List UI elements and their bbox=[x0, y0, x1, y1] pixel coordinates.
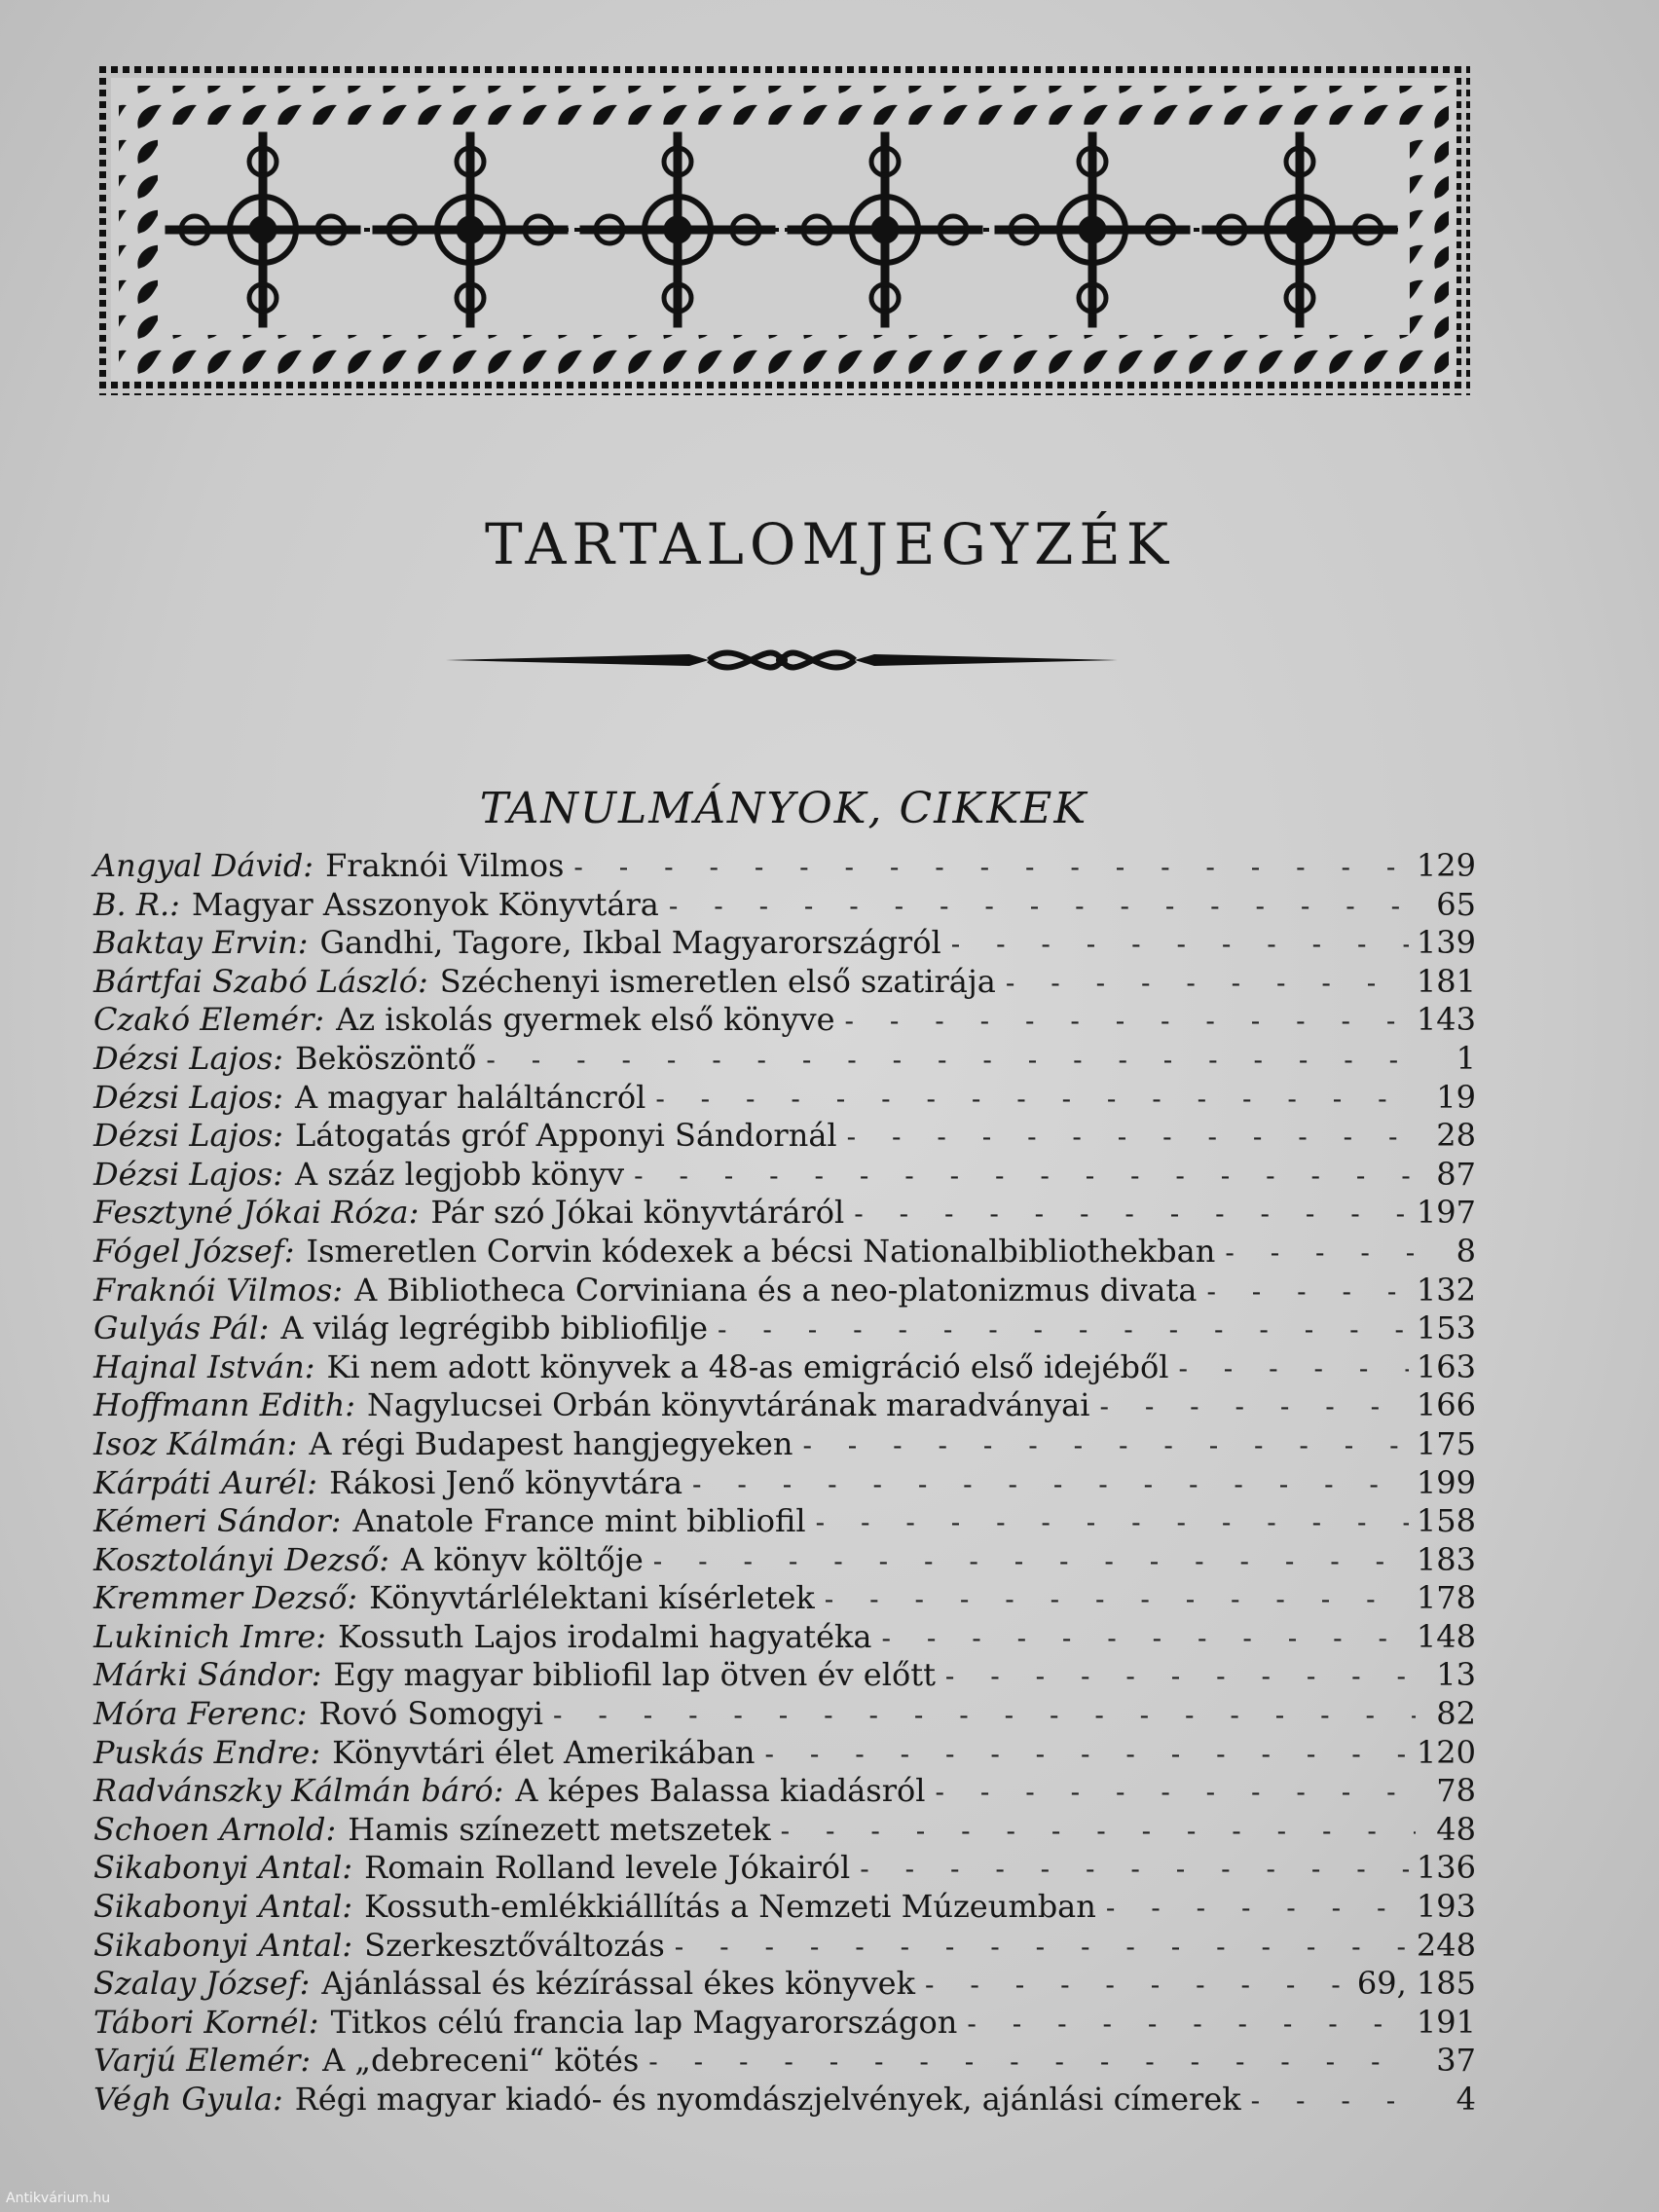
toc-entry bbox=[93, 1541, 1476, 1580]
toc-page-number: 148 bbox=[1416, 1617, 1476, 1655]
toc-author: Sikabonyi Antal bbox=[93, 1849, 343, 1887]
toc-separator: : bbox=[273, 1039, 283, 1077]
toc-author: Gulyás Pál bbox=[93, 1309, 259, 1347]
toc-dot-leader bbox=[925, 1966, 1349, 2005]
toc-entry bbox=[93, 1117, 1476, 1156]
toc-entry bbox=[93, 1040, 1476, 1079]
toc-article-title: Könyvtárlélektani kísérletek bbox=[369, 1579, 815, 1617]
toc-author: Hoffmann Edith bbox=[93, 1386, 346, 1424]
toc-page-number: 65 bbox=[1436, 885, 1476, 923]
toc-separator: : bbox=[310, 1733, 321, 1771]
toc-article-title: Magyar Asszonyok Könyvtára bbox=[191, 885, 659, 923]
toc-author: Isoz Kálmán bbox=[93, 1424, 287, 1462]
toc-page-number: 129 bbox=[1416, 847, 1476, 884]
toc-page-number: 19 bbox=[1436, 1078, 1476, 1116]
toc-article-title: A képes Balassa kiadásról bbox=[515, 1772, 926, 1810]
toc-author: Kremmer Dezső bbox=[93, 1579, 348, 1617]
toc-separator: : bbox=[417, 962, 428, 1000]
toc-author: Móra Ferenc bbox=[93, 1695, 297, 1733]
toc-article-title: Könyvtári élet Amerikában bbox=[332, 1733, 756, 1771]
toc-separator: : bbox=[273, 1155, 283, 1193]
toc-author: Angyal Dávid bbox=[93, 847, 304, 884]
toc-article-title: Ajánlással és kézírással ékes könyvek bbox=[321, 1965, 915, 2003]
toc-page-number: 163 bbox=[1416, 1347, 1476, 1385]
toc-author: Dézsi Lajos bbox=[93, 1078, 274, 1116]
toc-article-title: A magyar haláltáncról bbox=[295, 1078, 646, 1116]
toc-separator: : bbox=[315, 1617, 327, 1655]
toc-page-number: 13 bbox=[1436, 1656, 1476, 1694]
toc-author: Varjú Elemér bbox=[93, 2042, 301, 2080]
toc-entry bbox=[93, 1888, 1476, 1927]
toc-article-title: Ismeretlen Corvin kódexek a bécsi Nationalbibliothekban bbox=[306, 1232, 1216, 1270]
toc-dot-leader bbox=[945, 1657, 1416, 1696]
toc-author: Baktay Ervin bbox=[93, 924, 298, 962]
watermark: Antikvárium.hu bbox=[6, 2191, 111, 2206]
toc-separator: : bbox=[347, 1579, 358, 1617]
toc-author: Szalay József bbox=[93, 1965, 300, 2003]
toc-separator: : bbox=[342, 1849, 353, 1887]
toc-article-title: Rovó Somogyi bbox=[318, 1695, 543, 1733]
toc-page-number: 178 bbox=[1416, 1579, 1476, 1617]
toc-article-title: Beköszöntő bbox=[295, 1039, 477, 1077]
toc-dot-leader bbox=[951, 925, 1409, 964]
toc-separator: : bbox=[286, 1424, 298, 1462]
toc-author: Schoen Arnold bbox=[93, 1810, 326, 1848]
toc-dot-leader bbox=[486, 1041, 1416, 1080]
toc-article-title: Gandhi, Tagore, Ikbal Magyarországról bbox=[319, 924, 941, 962]
page-title: TARTALOMJEGYZÉK bbox=[484, 511, 1175, 577]
toc-entry bbox=[93, 1156, 1476, 1195]
toc-dot-leader bbox=[881, 1619, 1408, 1658]
toc-entry bbox=[93, 2004, 1476, 2043]
ornamental-header-border bbox=[97, 64, 1470, 395]
toc-article-title: A „debreceni“ kötés bbox=[322, 2042, 640, 2080]
toc-entry bbox=[93, 2042, 1476, 2081]
toc-article-title: Szerkesztőváltozás bbox=[364, 1926, 665, 1964]
toc-author: Bártfai Szabó László bbox=[93, 962, 418, 1000]
toc-author: Radvánszky Kálmán báró bbox=[93, 1772, 494, 1810]
toc-page-number: 199 bbox=[1416, 1463, 1476, 1501]
toc-article-title: Kossuth Lajos irodalmi hagyatéka bbox=[338, 1617, 872, 1655]
toc-article-title: A Bibliotheca Corviniana és a neo-platonizmus divata bbox=[354, 1271, 1198, 1309]
toc-page-number: 69, 185 bbox=[1356, 1965, 1476, 2003]
toc-dot-leader bbox=[573, 848, 1409, 887]
toc-article-title: A könyv költője bbox=[401, 1540, 644, 1578]
toc-page-number: 37 bbox=[1436, 2042, 1476, 2080]
toc-separator: : bbox=[311, 1656, 322, 1694]
toc-article-title: Titkos célú francia lap Magyarországon bbox=[330, 2003, 958, 2041]
toc-entry bbox=[93, 1079, 1476, 1118]
toc-author: Végh Gyula bbox=[93, 2081, 273, 2118]
toc-entry bbox=[93, 1386, 1476, 1425]
toc-page-number: 197 bbox=[1416, 1194, 1476, 1232]
toc-separator: : bbox=[272, 2081, 283, 2118]
toc-page-number: 166 bbox=[1416, 1386, 1476, 1424]
toc-entry bbox=[93, 886, 1476, 925]
section-heading: TANULMÁNYOK, CIKKEK bbox=[479, 784, 1088, 833]
toc-dot-leader bbox=[1225, 1234, 1416, 1272]
toc-author: Kosztolányi Dezső bbox=[93, 1540, 380, 1578]
toc-dot-leader bbox=[1251, 2082, 1416, 2120]
toc-separator: : bbox=[303, 847, 314, 884]
toc-separator: : bbox=[304, 1347, 315, 1385]
toc-dot-leader bbox=[936, 1773, 1416, 1812]
toc-entry bbox=[93, 1772, 1476, 1811]
toc-entry bbox=[93, 1734, 1476, 1773]
toc-entry bbox=[93, 1618, 1476, 1657]
toc-dot-leader bbox=[553, 1696, 1416, 1735]
toc-article-title: A világ legrégibb bibliofilje bbox=[280, 1309, 709, 1347]
toc-separator: : bbox=[342, 1926, 353, 1964]
toc-page-number: 136 bbox=[1416, 1849, 1476, 1887]
toc-dot-leader bbox=[634, 1157, 1416, 1196]
toc-article-title: Pár szó Jókai könyvtáráról bbox=[430, 1194, 845, 1232]
toc-dot-leader bbox=[675, 1928, 1409, 1967]
toc-dot-leader bbox=[1006, 964, 1409, 1003]
toc-page-number: 181 bbox=[1416, 962, 1476, 1000]
toc-separator: : bbox=[308, 2003, 319, 2041]
toc-dot-leader bbox=[718, 1310, 1409, 1349]
toc-separator: : bbox=[296, 1695, 308, 1733]
toc-article-title: Romain Rolland levele Jókairól bbox=[364, 1849, 851, 1887]
toc-entry bbox=[93, 1579, 1476, 1618]
toc-dot-leader bbox=[765, 1735, 1409, 1774]
toc-entry bbox=[93, 1849, 1476, 1888]
toc-dot-leader bbox=[967, 2005, 1409, 2044]
toc-author: Hajnal István bbox=[93, 1347, 305, 1385]
toc-separator: : bbox=[273, 1117, 283, 1155]
toc-page-number: 158 bbox=[1416, 1502, 1476, 1540]
toc-separator: : bbox=[408, 1194, 420, 1232]
toc-dot-leader bbox=[1099, 1387, 1408, 1426]
toc-article-title: Anatole France mint bibliofil bbox=[352, 1502, 806, 1540]
toc-entry bbox=[93, 1502, 1476, 1541]
toc-dot-leader bbox=[825, 1580, 1409, 1619]
toc-dot-leader bbox=[648, 2043, 1416, 2082]
toc-author: Dézsi Lajos bbox=[93, 1117, 274, 1155]
toc-entry bbox=[93, 1656, 1476, 1695]
toc-article-title: Régi magyar kiadó- és nyomdászjelvények, ajánlási címerek bbox=[294, 2081, 1241, 2118]
toc-page-number: 8 bbox=[1456, 1232, 1476, 1270]
toc-article-title: Látogatás gróf Apponyi Sándornál bbox=[295, 1117, 837, 1155]
toc-page-number: 248 bbox=[1416, 1926, 1476, 1964]
toc-dot-leader bbox=[816, 1503, 1409, 1542]
toc-page-number: 175 bbox=[1416, 1424, 1476, 1462]
toc-separator: : bbox=[330, 1502, 342, 1540]
toc-separator: : bbox=[273, 1078, 283, 1116]
toc-separator: : bbox=[332, 1271, 344, 1309]
toc-entry bbox=[93, 1811, 1476, 1850]
toc-article-title: Rákosi Jenő könyvtára bbox=[329, 1463, 683, 1501]
toc-dot-leader bbox=[655, 1080, 1416, 1119]
toc-dot-leader bbox=[860, 1850, 1409, 1889]
toc-separator: : bbox=[313, 1001, 325, 1039]
toc-page-number: 48 bbox=[1436, 1810, 1476, 1848]
toc-entry bbox=[93, 1965, 1476, 2004]
toc-dot-leader bbox=[802, 1426, 1408, 1465]
toc-article-title: A régi Budapest hangjegyeken bbox=[309, 1424, 793, 1462]
toc-page-number: 78 bbox=[1436, 1772, 1476, 1810]
toc-dot-leader bbox=[692, 1465, 1409, 1504]
toc-article-title: Fraknói Vilmos bbox=[325, 847, 565, 884]
toc-separator: : bbox=[169, 885, 180, 923]
toc-author: Kémeri Sándor bbox=[93, 1502, 331, 1540]
toc-page-number: 28 bbox=[1436, 1117, 1476, 1155]
toc-entry bbox=[93, 1927, 1476, 1966]
toc-page-number: 87 bbox=[1436, 1155, 1476, 1193]
toc-article-title: Ki nem adott könyvek a 48-as emigráció első idejéből bbox=[326, 1347, 1169, 1385]
toc-author: Fraknói Vilmos bbox=[93, 1271, 333, 1309]
toc-page-number: 191 bbox=[1416, 2003, 1476, 2041]
toc-article-title: Hamis színezett metszetek bbox=[348, 1810, 771, 1848]
toc-entry bbox=[93, 1272, 1476, 1310]
toc-page-number: 139 bbox=[1416, 924, 1476, 962]
toc-author: Márki Sándor bbox=[93, 1656, 312, 1694]
toc-article-title: Nagylucsei Orbán könyvtárának maradványai bbox=[366, 1386, 1090, 1424]
toc-author: Puskás Endre bbox=[93, 1733, 311, 1771]
title-divider-ornament bbox=[446, 631, 1118, 689]
toc-author: Dézsi Lajos bbox=[93, 1155, 274, 1193]
toc-separator: : bbox=[299, 1965, 311, 2003]
toc-author: Tábori Kornél bbox=[93, 2003, 309, 2041]
toc-dot-leader bbox=[669, 887, 1416, 926]
toc-entry bbox=[93, 1425, 1476, 1464]
toc-page-number: 193 bbox=[1416, 1888, 1476, 1926]
table-of-contents bbox=[93, 847, 1476, 2120]
toc-entry bbox=[93, 1001, 1476, 1040]
toc-page-number: 1 bbox=[1456, 1039, 1476, 1077]
toc-separator: : bbox=[325, 1810, 337, 1848]
toc-dot-leader bbox=[781, 1812, 1416, 1851]
toc-entry bbox=[93, 1348, 1476, 1387]
toc-separator: : bbox=[342, 1888, 353, 1926]
toc-dot-leader bbox=[1178, 1349, 1408, 1388]
toc-article-title: Kossuth-emlékkiállítás a Nemzeti Múzeumban bbox=[364, 1888, 1096, 1926]
toc-author: Czakó Elemér bbox=[93, 1001, 314, 1039]
toc-separator: : bbox=[307, 1463, 318, 1501]
toc-dot-leader bbox=[1206, 1272, 1408, 1311]
toc-article-title: Egy magyar bibliofil lap ötven év előtt bbox=[333, 1656, 936, 1694]
toc-page-number: 132 bbox=[1416, 1271, 1476, 1309]
toc-entry bbox=[93, 963, 1476, 1002]
toc-entry bbox=[93, 1464, 1476, 1503]
toc-dot-leader bbox=[854, 1195, 1409, 1234]
toc-dot-leader bbox=[845, 1002, 1409, 1041]
toc-dot-leader bbox=[847, 1118, 1416, 1157]
toc-separator: : bbox=[283, 1232, 295, 1270]
toc-author: Lukinich Imre bbox=[93, 1617, 316, 1655]
toc-separator: : bbox=[297, 924, 309, 962]
toc-entry bbox=[93, 1309, 1476, 1348]
toc-entry bbox=[93, 847, 1476, 886]
toc-entry bbox=[93, 1695, 1476, 1734]
toc-author: Fesztyné Jókai Róza bbox=[93, 1194, 409, 1232]
toc-separator: : bbox=[345, 1386, 355, 1424]
toc-author: B. R. bbox=[93, 885, 170, 923]
toc-author: Fógel József bbox=[93, 1232, 284, 1270]
toc-page-number: 183 bbox=[1416, 1540, 1476, 1578]
toc-separator: : bbox=[300, 2042, 312, 2080]
toc-page-number: 82 bbox=[1436, 1695, 1476, 1733]
toc-author: Sikabonyi Antal bbox=[93, 1888, 343, 1926]
toc-separator: : bbox=[493, 1772, 504, 1810]
toc-entry bbox=[93, 1233, 1476, 1272]
toc-separator: : bbox=[258, 1309, 270, 1347]
toc-page-number: 143 bbox=[1416, 1001, 1476, 1039]
toc-page-number: 4 bbox=[1456, 2081, 1476, 2118]
toc-entry bbox=[93, 2081, 1476, 2120]
toc-dot-leader bbox=[1106, 1889, 1409, 1928]
toc-separator: : bbox=[379, 1540, 390, 1578]
toc-page-number: 120 bbox=[1416, 1733, 1476, 1771]
toc-article-title: Az iskolás gyermek első könyve bbox=[336, 1001, 835, 1039]
toc-article-title: A száz legjobb könyv bbox=[295, 1155, 625, 1193]
toc-author: Sikabonyi Antal bbox=[93, 1926, 343, 1964]
toc-author: Kárpáti Aurél bbox=[93, 1463, 308, 1501]
toc-page-number: 153 bbox=[1416, 1309, 1476, 1347]
toc-author: Dézsi Lajos bbox=[93, 1039, 274, 1077]
toc-entry bbox=[93, 924, 1476, 963]
toc-article-title: Széchenyi ismeretlen első szatirája bbox=[439, 962, 996, 1000]
toc-dot-leader bbox=[653, 1542, 1409, 1581]
toc-entry bbox=[93, 1194, 1476, 1233]
